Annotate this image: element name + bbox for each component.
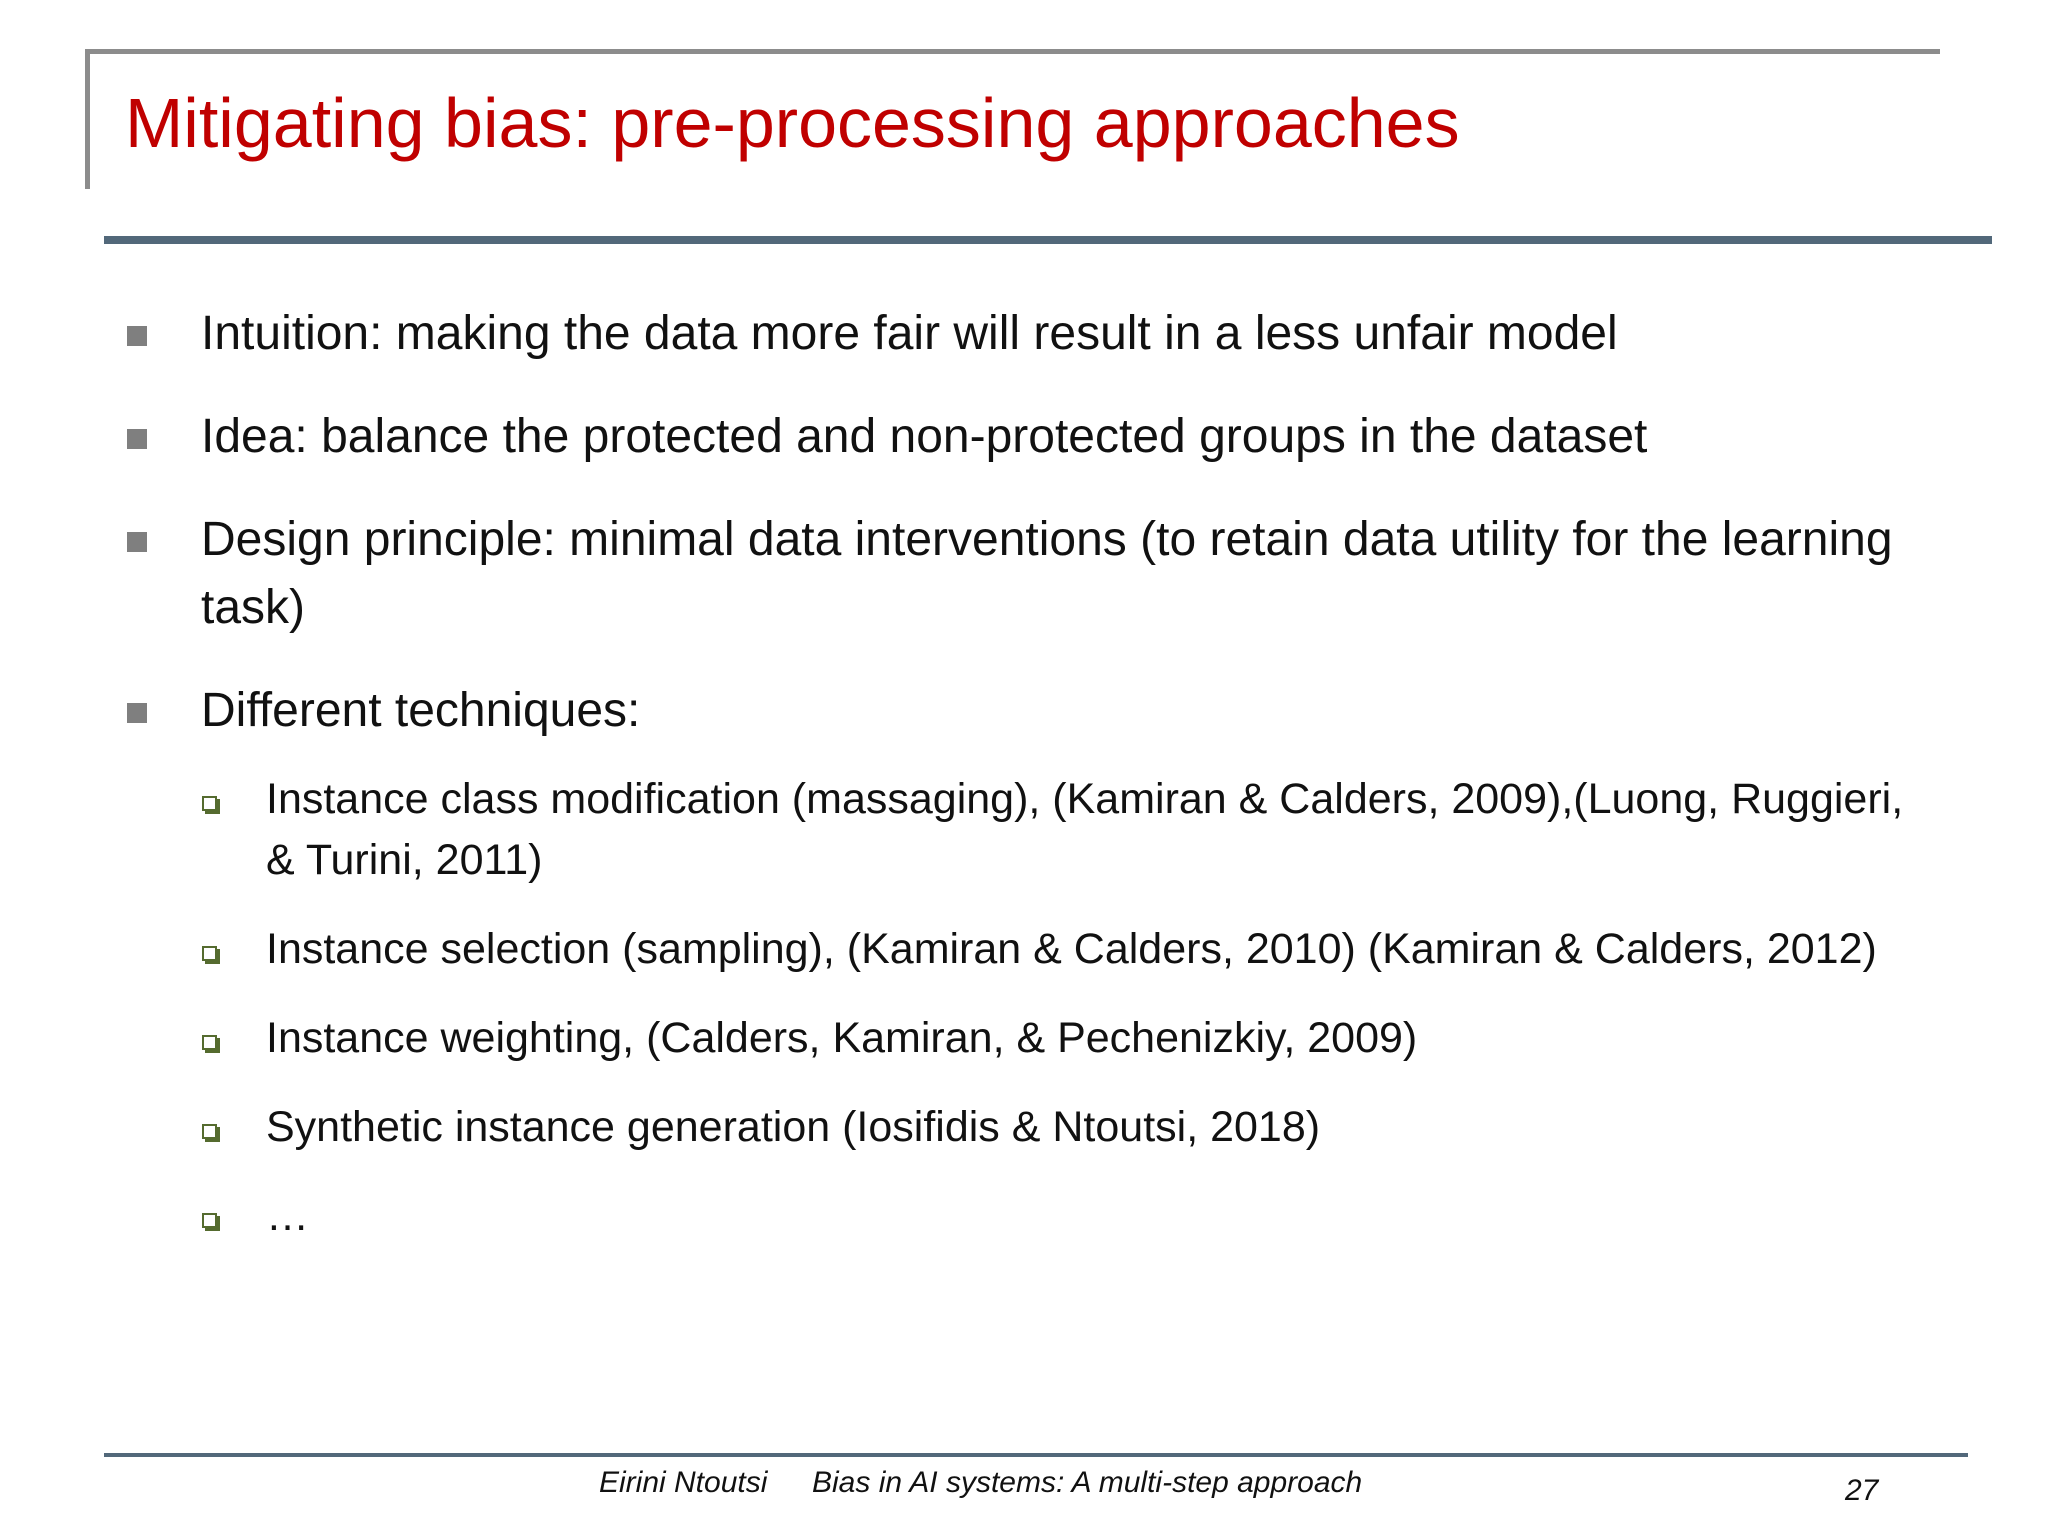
sub-bullet-text: Synthetic instance generation (Iosifidis & Ntoutsi, 2018): [266, 1103, 1321, 1151]
hollow-square-bullet-icon: [202, 796, 217, 811]
title-frame-left: [85, 49, 90, 189]
sub-bullet-text: …: [266, 1192, 309, 1240]
sub-bullet-item: [202, 1008, 1925, 1069]
title-frame-top: [85, 49, 1940, 54]
hollow-square-bullet-icon: [202, 1213, 217, 1228]
title-divider: [104, 236, 1992, 244]
footer-talk-title: Bias in AI systems: A multi-step approach: [812, 1466, 1363, 1499]
bullet-text: Different techniques:: [201, 684, 641, 737]
slide-title: Mitigating bias: pre-processing approaches: [125, 84, 1460, 162]
hollow-square-bullet-icon: [202, 1035, 217, 1050]
sub-bullet-item: [202, 1097, 1925, 1158]
slide-content: [125, 300, 1925, 1275]
square-bullet-icon: [127, 429, 147, 449]
bullet-item: [125, 506, 1925, 642]
bullet-text: Intuition: making the data more fair will result in a less unfair model: [201, 307, 1618, 360]
sub-bullet-item: [202, 1186, 1925, 1247]
bullet-text: Design principle: minimal data interventions (to retain data utility for the learning task): [201, 513, 1893, 634]
hollow-square-bullet-icon: [202, 946, 217, 961]
sub-bullet-text: Instance class modification (massaging), (Kamiran & Calders, 2009),(Luong, Ruggieri, & Turini, 2011): [266, 775, 1904, 884]
sub-bullet-text: Instance selection (sampling), (Kamiran & Calders, 2010) (Kamiran & Calders, 2012): [266, 925, 1877, 973]
bullet-item: [125, 403, 1925, 471]
bullet-text: Idea: balance the protected and non-protected groups in the dataset: [201, 410, 1648, 463]
footer-divider: [104, 1453, 1968, 1457]
footer-author: Eirini Ntoutsi: [599, 1466, 768, 1499]
square-bullet-icon: [127, 532, 147, 552]
sub-bullet-item: [202, 919, 1925, 980]
square-bullet-icon: [127, 703, 147, 723]
bullet-item: [125, 677, 1925, 745]
hollow-square-bullet-icon: [202, 1124, 217, 1139]
page-number: 27: [1845, 1474, 1879, 1507]
square-bullet-icon: [127, 326, 147, 346]
sub-bullet-item: [202, 769, 1925, 891]
sub-bullet-text: Instance weighting, (Calders, Kamiran, & Pechenizkiy, 2009): [266, 1014, 1418, 1062]
bullet-item: [125, 300, 1925, 368]
